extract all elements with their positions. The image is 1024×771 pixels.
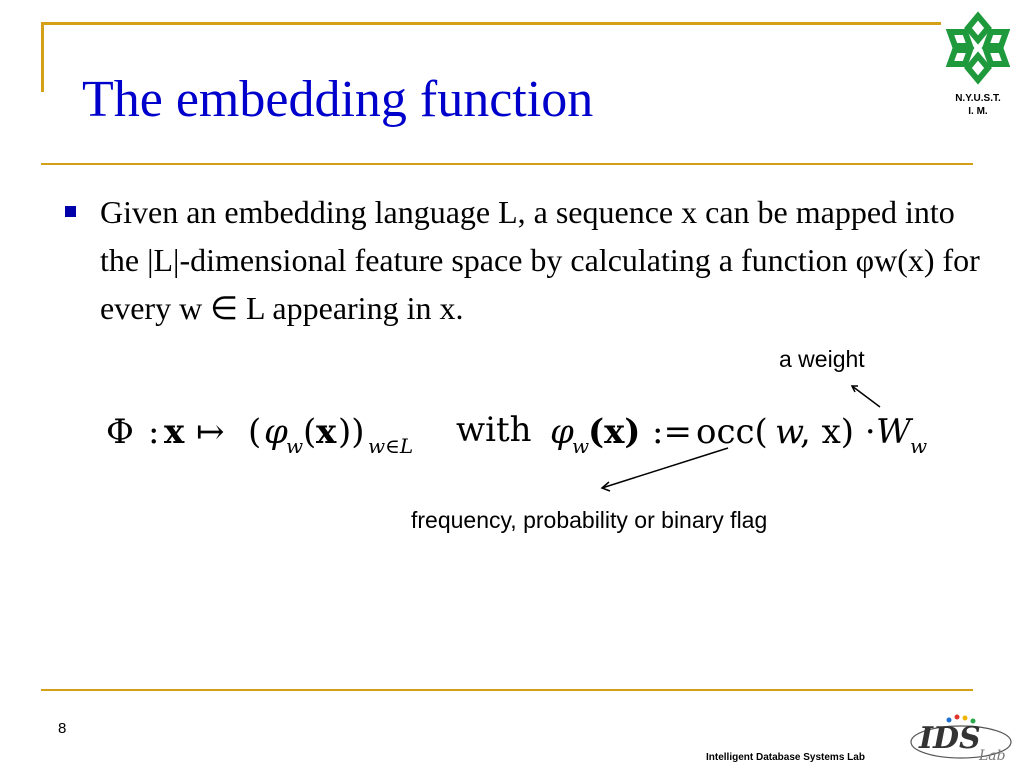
formula-arg-open: ( [303, 412, 317, 452]
org-label [925, 92, 1024, 118]
logo-lab-text: Lab [979, 748, 1006, 764]
formula-sub-w: w [286, 434, 304, 458]
page-number: 8 [58, 720, 67, 737]
footer-rule [41, 689, 973, 691]
formula-phi-w2: φ [550, 412, 574, 452]
formula-weight-sub: w [910, 434, 928, 458]
formula-paren-open: ( [248, 412, 262, 452]
left-frame-line [41, 22, 44, 92]
formula-occ-w: w [775, 412, 805, 452]
formula-sub-wL: w∈L [368, 434, 414, 458]
formula-colon: : [148, 412, 160, 452]
annotation-occ: frequency, probability or binary flag [411, 507, 768, 533]
org-label-line2: I. M. [968, 106, 988, 117]
logo-ids-text: IDS [919, 721, 981, 756]
title-underline [41, 163, 973, 165]
slide-title: The embedding function [82, 71, 594, 128]
formula-occ-rest: , x) · [800, 412, 876, 452]
bullet-marker [65, 206, 76, 217]
nyust-logo-icon [940, 10, 1016, 86]
formula-x: x [164, 412, 185, 452]
top-frame-line [41, 22, 941, 25]
ids-lab-logo-icon [905, 708, 1017, 766]
annotation-weight: a weight [779, 346, 865, 372]
formula-defeq: := [652, 412, 692, 452]
footer-lab-name: Intelligent Database Systems Lab [706, 752, 865, 763]
formula-arg-close: )) [338, 412, 365, 452]
embedding-formula [104, 395, 954, 475]
formula-mapsto: ↦ [196, 412, 225, 452]
formula-weight-W: W [876, 412, 911, 452]
bullet-text: Given an embedding language L, a sequence x can be mapped into the |L|-dimensional feature space by calculating a function φw(x) for every w ∈ L appearing in x. [100, 194, 980, 326]
formula-phi-w: φ [264, 412, 288, 452]
formula-arg2: (x) [588, 412, 641, 452]
formula-sub-w2: w [572, 434, 590, 458]
formula-phi: Φ [106, 412, 134, 452]
formula-with: with [456, 410, 532, 450]
org-label-line1: N.Y.U.S.T. [955, 93, 1001, 104]
formula-occ: occ( [696, 412, 768, 452]
formula-arg-x: x [316, 412, 337, 452]
